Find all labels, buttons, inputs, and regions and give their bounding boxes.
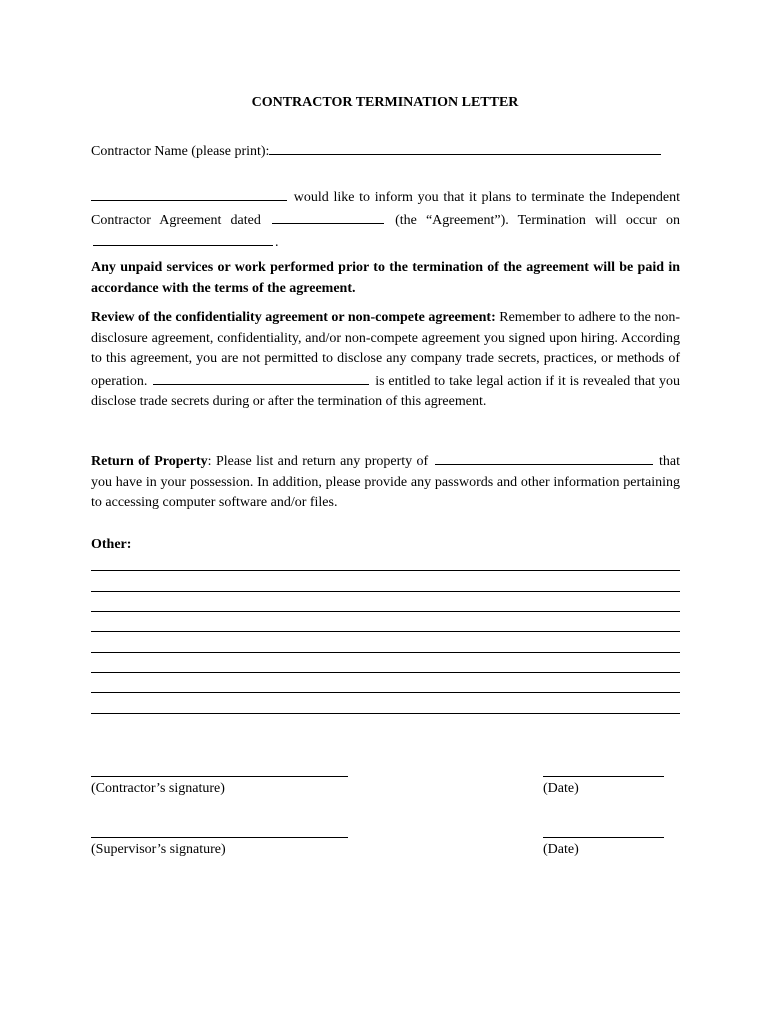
contractor-name-field[interactable]: [269, 140, 661, 155]
agreement-date-field[interactable]: [272, 209, 384, 224]
other-line-5[interactable]: [91, 652, 680, 653]
other-line-3[interactable]: [91, 611, 680, 612]
company-name-field-2[interactable]: [153, 370, 369, 385]
supervisor-signature-line[interactable]: [91, 837, 348, 838]
contractor-signature-label: (Contractor’s signature): [91, 781, 225, 796]
contractor-date-line[interactable]: [543, 776, 664, 777]
supervisor-date-label: (Date): [543, 842, 579, 857]
confidentiality-text-1: Remember to adhere to the non-disclosure agreement, confidentiality, and/or non-compete agreement you signed upon hiring. According to this agreement, you are not permitted to disclose any company trade secrets, practices, or methods of operation.: [91, 310, 681, 389]
confidentiality-text-2: is entitled to take legal action if it is revealed that you disclose trade secrets during or after the termination of this agreement.: [91, 373, 681, 409]
property-owner-field[interactable]: [435, 450, 653, 465]
contractor-name-row: [91, 140, 680, 163]
other-line-6[interactable]: [91, 672, 680, 673]
document-title: CONTRACTOR TERMINATION LETTER: [251, 95, 519, 110]
other-line-1[interactable]: [91, 570, 680, 571]
company-name-field[interactable]: [91, 186, 287, 201]
intro-paragraph: [91, 186, 680, 254]
property-text-2: that you have in your possession. In addition, please provide any passwords and other information pertaining to accessing computer software and/or files.: [91, 454, 681, 510]
intro-text-2: (the “Agreement”). Termination will occur on: [395, 212, 681, 228]
contractor-date-label: (Date): [543, 781, 579, 796]
supervisor-signature-label: (Supervisor’s signature): [91, 842, 226, 857]
unpaid-notice: Any unpaid services or work performed prior to the termination of the agreement will be paid in accordance with the terms of the agreement.: [91, 260, 680, 296]
confidentiality-paragraph: [91, 308, 680, 413]
other-line-7[interactable]: [91, 692, 680, 693]
intro-text-3: .: [275, 235, 279, 250]
property-text-1: Please list and return any property of: [215, 454, 429, 469]
intro-text-1: would like to inform you that it plans to terminate the Independent Contractor Agreement dated: [91, 190, 681, 228]
other-line-4[interactable]: [91, 631, 680, 632]
other-line-2[interactable]: [91, 591, 680, 592]
other-label: Other:: [91, 537, 132, 552]
contractor-signature-line[interactable]: [91, 776, 348, 777]
supervisor-date-line[interactable]: [543, 837, 664, 838]
property-heading: Return of Property: [91, 454, 208, 469]
termination-date-field[interactable]: [93, 231, 273, 246]
confidentiality-heading: Review of the confidentiality agreement or non-compete agreement:: [91, 310, 496, 325]
other-line-8[interactable]: [91, 713, 680, 714]
property-paragraph: [91, 450, 680, 514]
property-colon: :: [207, 454, 212, 469]
contractor-name-label: Contractor Name (please print):: [91, 144, 270, 159]
